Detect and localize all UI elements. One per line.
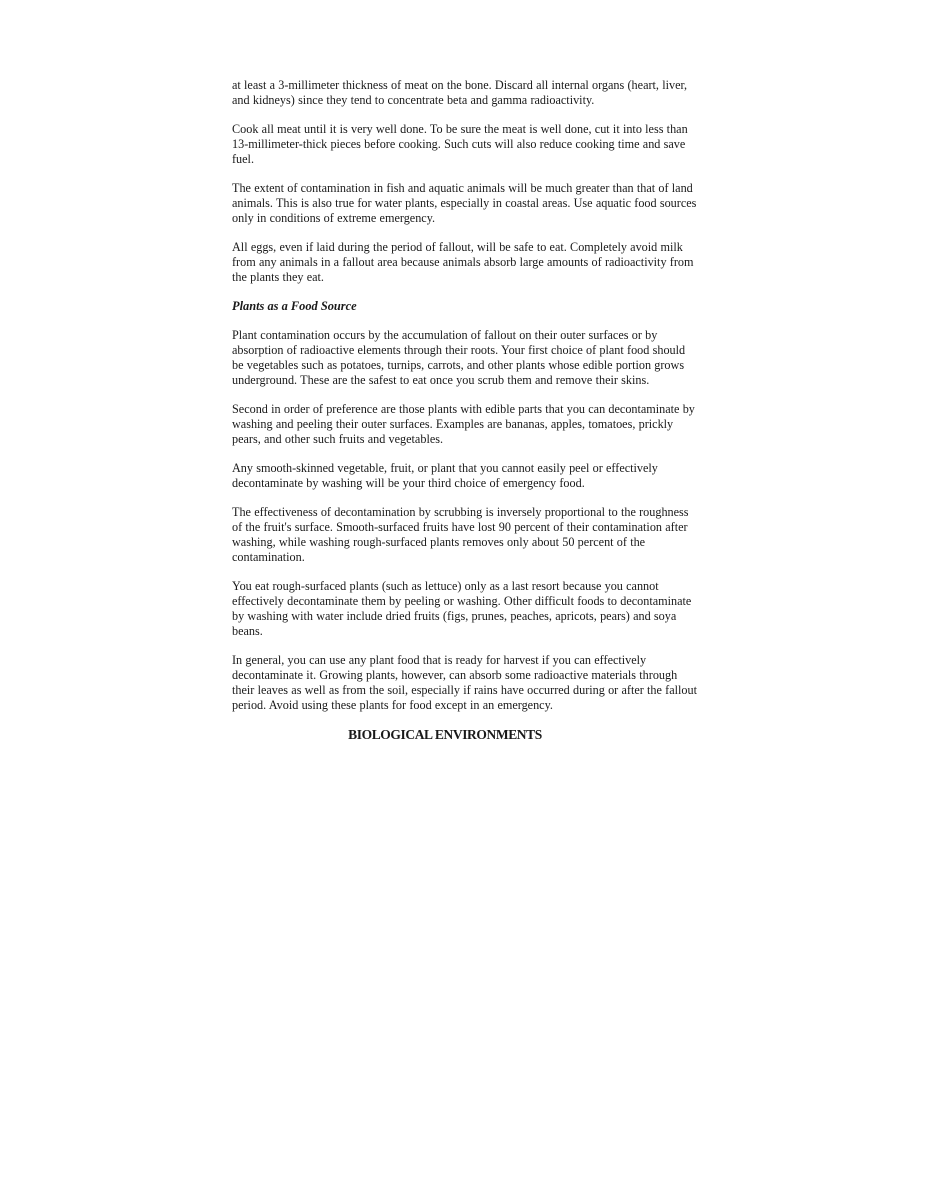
paragraph-second-preference: Second in order of preference are those plants with edible parts that you can decontaminate by washing and peeling their outer surfaces. Examples are bananas, apples, tomatoes, prickly pears, and other such fruits and vegetables. <box>232 402 695 446</box>
paragraph-smooth-skinned: Any smooth-skinned vegetable, fruit, or plant that you cannot easily peel or effectively decontaminate by washing will be your third choice of emergency food. <box>232 461 658 490</box>
subheading-plants-food-source: Plants as a Food Source <box>232 299 357 313</box>
paragraph-plant-contamination: Plant contamination occurs by the accumulation of fallout on their outer surfaces or by absorption of radioactive elements through their roots. Your first choice of plant food should be vegetables such as potatoes, turnips, carrots, and other plants whose edible portion grows underground. These are the safest to eat once you scrub them and remove their skins. <box>232 328 686 387</box>
text-column <box>232 78 698 743</box>
paragraph-scrubbing-effectiveness: The effectiveness of decontamination by scrubbing is inversely proportional to the roughness of the fruit's surface. Smooth-surfaced fruits have lost 90 percent of their contamination after washing, while washing rough-surfaced plants removes only about 50 percent of the contamination. <box>232 505 689 564</box>
paragraph-aquatic-contamination: The extent of contamination in fish and aquatic animals will be much greater than that of land animals. This is also true for water plants, especially in coastal areas. Use aquatic food sources only in conditions of extreme emergency. <box>232 181 697 225</box>
section-heading-biological-environments: BIOLOGICAL ENVIRONMENTS <box>348 727 542 742</box>
paragraph-general-harvest: In general, you can use any plant food that is ready for harvest if you can effectively decontaminate it. Growing plants, however, can absorb some radioactive materials through their leaves as well as from the soil, especially if rains have occurred during or after the fallout period. Avoid using these plants for food except in an emergency. <box>232 653 697 712</box>
paragraph-rough-surfaced: You eat rough-surfaced plants (such as lettuce) only as a last resort because you cannot effectively decontaminate them by peeling or washing. Other difficult foods to decontaminate by washing with water include dried fruits (figs, prunes, peaches, apricots, pears) and soya beans. <box>232 579 692 638</box>
paragraph-meat-thickness: at least a 3-millimeter thickness of meat on the bone. Discard all internal organs (heart, liver, and kidneys) since they tend to concentrate beta and gamma radioactivity. <box>232 78 688 107</box>
paragraph-cook-meat: Cook all meat until it is very well done. To be sure the meat is well done, cut it into less than 13-millimeter-thick pieces before cooking. Such cuts will also reduce cooking time and save fuel. <box>232 122 688 166</box>
paragraph-eggs-milk: All eggs, even if laid during the period of fallout, will be safe to eat. Completely avoid milk from any animals in a fallout area because animals absorb large amounts of radioactivity from the plants they eat. <box>232 240 694 284</box>
